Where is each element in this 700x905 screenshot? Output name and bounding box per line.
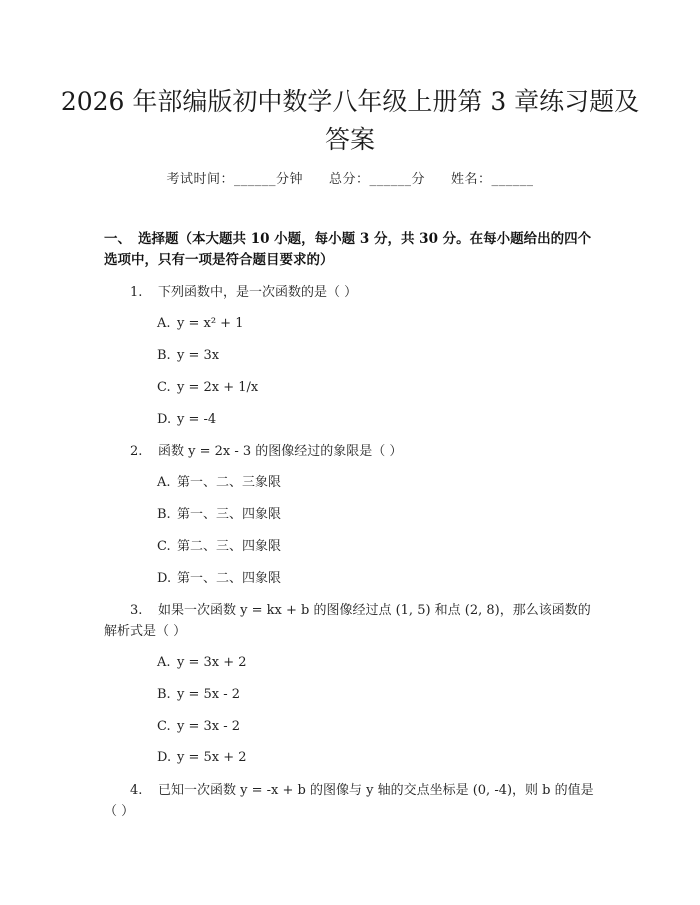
question-2-option-a: A. 第一、二、三象限	[157, 475, 282, 490]
question-3-option-d: D. y = 5x + 2	[157, 750, 247, 765]
question-3-option-b: B. y = 5x - 2	[157, 687, 241, 702]
question-text: 如果一次函数 y = kx + b 的图像经过点 (1, 5) 和点 (2, 8)，那么该函数的解析式是（ ）	[104, 603, 591, 639]
question-text: 已知一次函数 y = -x + b 的图像与 y 轴的交点坐标是 (0, -4)，则 b 的值是（ ）	[104, 783, 594, 819]
question-3	[104, 600, 600, 642]
exam-time-label: 考试时间：______分钟	[166, 172, 303, 187]
section-heading-text: 选择题（本大题共 10 小题，每小题 3 分，共 30 分。在每小题给出的四个选项中，只有一项是符合题目要求的）	[104, 231, 592, 268]
question-number: 4.	[130, 783, 143, 798]
question-number: 1.	[130, 285, 143, 300]
question-1	[104, 282, 600, 303]
section-number: 一、	[104, 231, 131, 247]
exam-name-label: 姓名：______	[451, 172, 534, 187]
question-text: 下列函数中，是一次函数的是（ ）	[158, 285, 358, 300]
question-3-option-c: C. y = 3x - 2	[157, 719, 241, 734]
question-text: 函数 y = 2x - 3 的图像经过的象限是（ ）	[158, 444, 403, 459]
question-1-option-a: A. y = x² + 1	[157, 316, 244, 331]
question-number: 3.	[130, 603, 143, 618]
question-2	[104, 441, 600, 462]
question-2-option-b: B. 第一、三、四象限	[157, 507, 282, 522]
question-2-option-c: C. 第二、三、四象限	[157, 539, 282, 554]
document-title: 2026 年部编版初中数学八年级上册第 3 章练习题及答案	[60, 87, 640, 154]
question-1-option-c: C. y = 2x + 1/x	[157, 380, 259, 395]
question-number: 2.	[130, 444, 143, 459]
question-4	[104, 780, 600, 822]
question-2-option-d: D. 第一、二、四象限	[157, 571, 282, 586]
section-heading	[104, 229, 604, 271]
question-3-option-a: A. y = 3x + 2	[157, 655, 247, 670]
exam-score-label: 总分：______分	[328, 172, 425, 187]
exam-meta	[0, 170, 700, 190]
question-1-option-b: B. y = 3x	[157, 348, 220, 363]
question-1-option-d: D. y = -4	[157, 412, 217, 427]
